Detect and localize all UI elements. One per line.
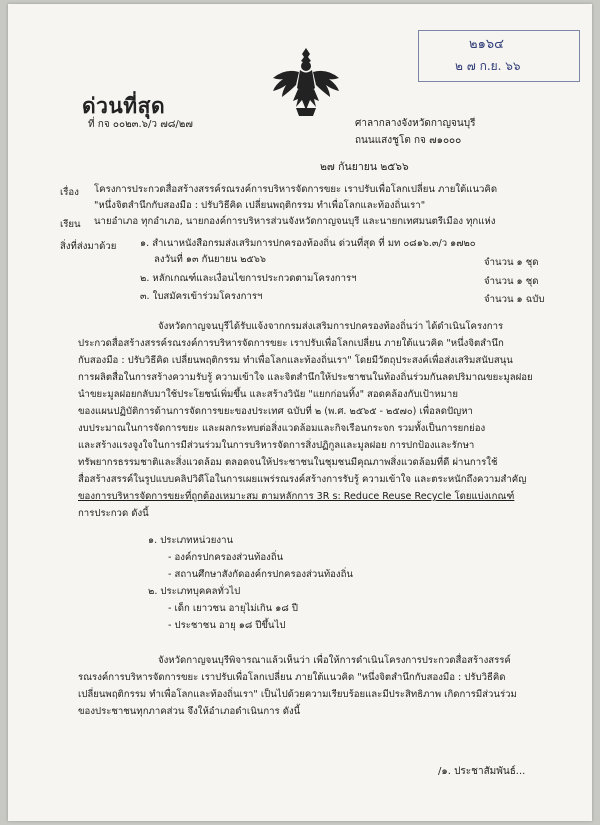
document-page [8, 4, 592, 821]
address-line: ศาลากลางจังหวัดกาญจนบุรี [355, 118, 476, 129]
body-line: และสร้างแรงจูงใจในการมีส่วนร่วมในการบริหารจัดการสิ่งปฏิกูลและมูลฝอย การปกป้องและรักษา [78, 440, 475, 451]
enclosure-count: จำนวน ๑ ชุด [484, 257, 539, 268]
enclosure-text: ๑. สำเนาหนังสือกรมส่งเสริมการปกครองท้องถิ่น ด่วนที่สุด ที่ มท ๐๘๑๖.๓/ว ๑๗๒๐ [140, 238, 476, 249]
enclosure-item: ๓. ใบสมัครเข้าร่วมโครงการฯ [140, 291, 263, 302]
body-paragraph-1 [78, 318, 533, 522]
enclosure-count: จำนวน ๑ ฉบับ [484, 294, 545, 305]
address-line: ถนนแสงชูโต กจ ๗๑๐๐๐ [355, 135, 462, 146]
body-line: ของประชาชนทุกภาคส่วน จึงให้อำเภอดำเนินการ ดังนี้ [78, 706, 301, 717]
continuation-note: /๑. ประชาสัมพันธ์... [438, 766, 526, 777]
garuda-emblem-icon [270, 46, 342, 120]
body-paragraph-2 [78, 652, 517, 720]
category-item: - เด็ก เยาวชน อายุไม่เกิน ๑๘ ปี [168, 603, 298, 614]
body-line: กับสองมือ : ปรับวิธีคิด เปลี่ยนพฤติกรรม ทำเพื่อโลกและท้องถิ่นเรา" โดยมีวัตถุประสงค์เพื่อส่งเสริมสนับสนุน [78, 355, 513, 366]
enclosure-count: จำนวน ๑ ชุด [484, 276, 539, 287]
subject-line: โครงการประกวดสื่อสร้างสรรค์รณรงค์การบริหารจัดการขยะ เราปรับเพื่อโลกเปลี่ยน ภายใต้แนวคิด [94, 184, 498, 195]
body-line: จังหวัดกาญจนบุรีได้รับแจ้งจากกรมส่งเสริมการปกครองท้องถิ่นว่า ได้ดำเนินโครงการ [158, 321, 504, 332]
sender-address [355, 115, 475, 149]
recipient-text: นายอำเภอ ทุกอำเภอ, นายกองค์การบริหารส่วนจังหวัดกาญจนบุรี และนายกเทศมนตรีเมือง ทุกแห่ง [94, 216, 496, 227]
body-line: รณรงค์การบริหารจัดการขยะ เราปรับเพื่อโลกเปลี่ยน ภายใต้แนวคิด "หนึ่งจิตสำนึกกับสองมือ : ปรับวิธีคิด [78, 672, 506, 683]
receipt-stamp [418, 30, 580, 82]
contest-categories [148, 532, 353, 634]
enclosure-label: สิ่งที่ส่งมาด้วย [60, 241, 117, 252]
recipient-label: เรียน [60, 219, 81, 230]
body-line: งบประมาณในการจัดการขยะ และผลกระทบต่อสิ่งแวดล้อมและกิจเรือนกระจก รวมทั้งเป็นการยกย่อง [78, 423, 486, 434]
subject-line: "หนึ่งจิตสำนึกกับสองมือ : ปรับวิธีคิด เปลี่ยนพฤติกรรม ทำเพื่อโลกและท้องถิ่นเรา" [94, 200, 426, 211]
enclosure-item: ๒. หลักเกณฑ์และเงื่อนไขการประกวดตามโครงการฯ [140, 273, 357, 284]
body-line: การผลิตสื่อในการสร้างความรับรู้ ความเข้าใจ และจิตสำนึกให้ประชาชนในท้องถิ่นร่วมกันลดปริมาณขยะมูลฝอย [78, 372, 533, 383]
category-item: - องค์กรปกครองส่วนท้องถิ่น [168, 552, 284, 563]
subject-text [94, 182, 497, 214]
body-line: การประกวด ดังนี้ [78, 508, 149, 519]
category-heading: ๒. ประเภทบุคคลทั่วไป [148, 586, 241, 597]
category-heading: ๑. ประเภทหน่วยงาน [148, 535, 234, 546]
document-number: ที่ กจ ๐๐๒๓.๖/ว ๗๘/๒๗ [88, 119, 193, 130]
stamp-number: ๒๑๖๔ [469, 37, 504, 52]
category-item: - ประชาชน อายุ ๑๘ ปีขึ้นไป [168, 620, 286, 631]
letter-date: ๒๗ กันยายน ๒๕๖๖ [320, 161, 409, 173]
subject-label: เรื่อง [60, 187, 79, 198]
body-line: ทรัพยากรธรรมชาติและสิ่งแวดล้อม ตลอดจนให้ประชาชนในชุมชนมีคุณภาพสิ่งแวดล้อมที่ดี ผ่านการใช้ [78, 457, 498, 468]
body-line: ของการบริหารจัดการขยะที่ถูกต้องเหมาะสม ตามหลักการ 3R s: Reduce Reuse Recycle โดยแบ่งเกณฑ์ [78, 491, 515, 502]
category-item: - สถานศึกษาสังกัดองค์กรปกครองส่วนท้องถิ่น [168, 569, 353, 580]
body-line: เปลี่ยนพฤติกรรม ทำเพื่อโลกและท้องถิ่นเรา" เป็นไปด้วยความเรียบร้อยและมีประสิทธิภาพ เกิดการมีส่วนร่วม [78, 689, 517, 700]
urgency-heading: ด่วนที่สุด [82, 94, 166, 118]
body-line: นำขยะมูลฝอยกลับมาใช้ประโยชน์เพิ่มขึ้น และสร้างวินัย "แยกก่อนทิ้ง" สอดคล้องกับเป้าหมาย [78, 389, 458, 400]
body-line: จังหวัดกาญจนบุรีพิจารณาแล้วเห็นว่า เพื่อให้การดำเนินโครงการประกวดสื่อสร้างสรรค์ [158, 655, 511, 666]
body-line: สื่อสร้างสรรค์ในรูปแบบคลิปวิดีโอในการเผยแพร่รณรงค์สร้างการรับรู้ ความเข้าใจ และตระหนักถึงความสำคัญ [78, 474, 527, 485]
body-line: ประกวดสื่อสร้างสรรค์รณรงค์การบริหารจัดการขยะ เราปรับเพื่อโลกเปลี่ยน ภายใต้แนวคิด "หนึ่งจิตสำนึก [78, 338, 504, 349]
body-line: ของแผนปฏิบัติการด้านการจัดการขยะของประเทศ ฉบับที่ ๒ (พ.ศ. ๒๕๖๕ - ๒๕๗๐) เพื่อลดปัญหา [78, 406, 473, 417]
enclosure-text: ลงวันที่ ๑๓ กันยายน ๒๕๖๖ [154, 254, 266, 265]
enclosure-item [140, 236, 476, 268]
stamp-date: ๒ ๗ ก.ย. ๖๖ [455, 59, 521, 73]
